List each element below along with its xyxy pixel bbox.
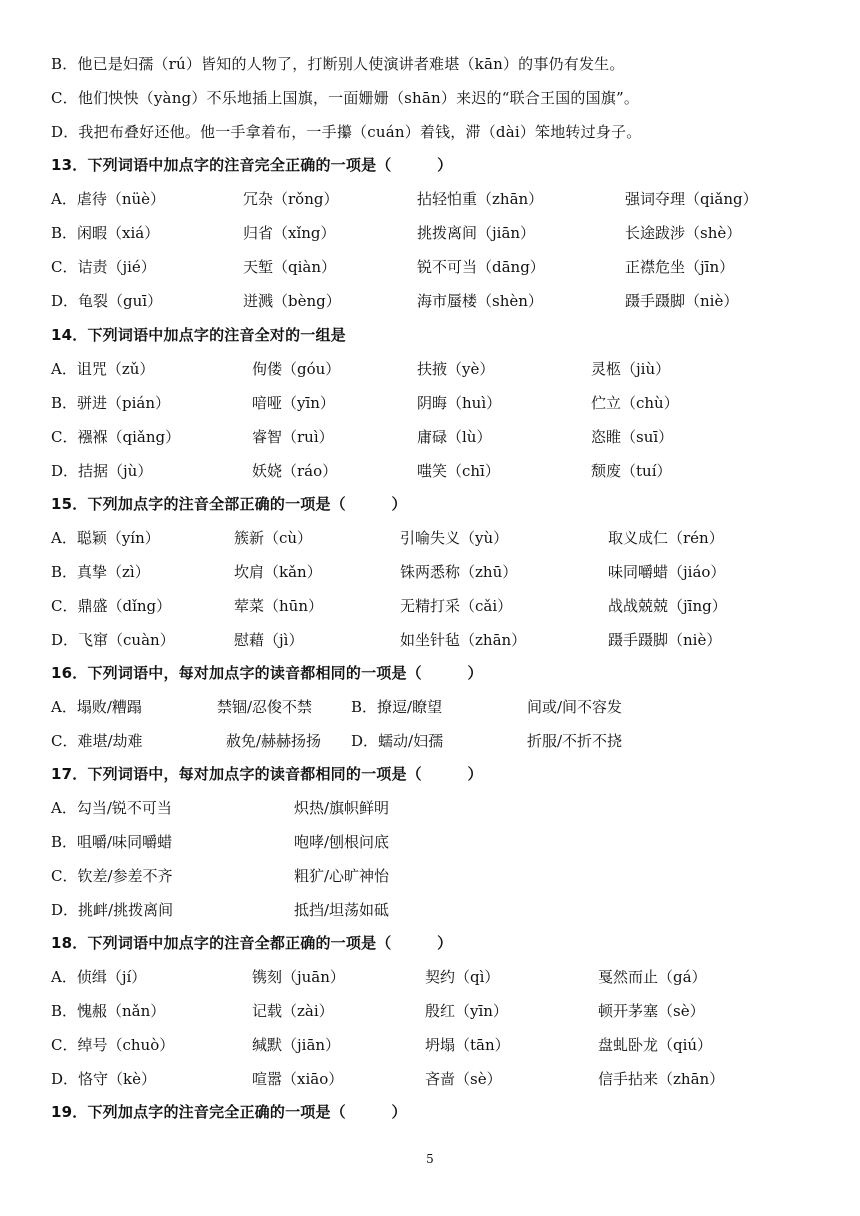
q16-c-1: C．难堪/劫难 [51, 732, 143, 750]
q17-a-2: 炽热/旗帜鲜明 [294, 799, 390, 817]
q17-d-1: D．挑衅/挑拨离间 [51, 901, 174, 919]
q14-b-1: B．骈进（pián） [51, 394, 171, 412]
q15-d-3: 如坐针毡（zhān） [400, 631, 527, 649]
q13-d-1: D．龟裂（guī） [51, 292, 163, 310]
q15-d-4: 蹑手蹑脚（niè） [608, 631, 722, 649]
q16-c-2: 赦免/赫赫扬扬 [226, 732, 322, 750]
q16-a-1: A．塌败/糟蹋 [51, 698, 142, 716]
q18-d-4: 信手拈来（zhān） [598, 1070, 725, 1088]
q15-b-2: 坎肩（kǎn） [234, 563, 322, 581]
question-16-title: 16．下列词语中，每对加点字的读音都相同的一项是（ ） [51, 664, 483, 682]
q18-c-3: 坍塌（tān） [425, 1036, 510, 1054]
q14-b-3: 阴晦（huì） [417, 394, 502, 412]
option-line-c: C．他们怏怏（yàng）不乐地插上国旗，一面姗姗（shān）来迟的“联合王国的国旗”。 [51, 89, 640, 107]
question-14-title: 14．下列词语中加点字的注音全对的一组是 [51, 326, 346, 344]
q18-b-1: B．愧赧（nǎn） [51, 1002, 166, 1020]
q15-c-1: C．鼎盛（dǐng） [51, 597, 172, 615]
q13-a-2: 冗杂（rǒng） [243, 190, 339, 208]
q14-d-4: 颓废（tuí） [591, 462, 672, 480]
q18-c-2: 缄默（jiān） [252, 1036, 341, 1054]
question-17-title: 17．下列词语中，每对加点字的读音都相同的一项是（ ） [51, 765, 483, 783]
q16-a-2: 禁锢/忍俊不禁 [217, 698, 313, 716]
q18-c-1: C．绰号（chuò） [51, 1036, 175, 1054]
q17-d-2: 抵挡/坦荡如砥 [294, 901, 390, 919]
q14-a-2: 佝偻（góu） [252, 360, 341, 378]
q14-d-1: D．拮据（jù） [51, 462, 153, 480]
q17-a-1: A．勾当/锐不可当 [51, 799, 172, 817]
q15-b-1: B．真挚（zì） [51, 563, 150, 581]
option-line-d: D．我把布叠好还他。他一手拿着布，一手攥（cuán）着钱，滞（dài）笨地转过身子。 [51, 123, 642, 141]
q14-b-4: 伫立（chù） [591, 394, 679, 412]
question-18-title: 18．下列词语中加点字的注音全都正确的一项是（ ） [51, 934, 453, 952]
q15-a-3: 引喻失义（yù） [400, 529, 509, 547]
q13-b-4: 长途跋涉（shè） [625, 224, 742, 242]
q15-b-4: 味同嚼蜡（jiáo） [608, 563, 726, 581]
question-13-title: 13．下列词语中加点字的注音完全正确的一项是（ ） [51, 156, 453, 174]
q16-d-2: 折服/不折不挠 [527, 732, 623, 750]
q17-c-2: 粗犷/心旷神怡 [294, 867, 390, 885]
q15-a-1: A．聪颖（yín） [51, 529, 160, 547]
q15-c-2: 荤菜（hūn） [234, 597, 323, 615]
q18-a-4: 戛然而止（gá） [598, 968, 707, 986]
q15-c-3: 无精打采（cǎi） [400, 597, 513, 615]
q16-b-1: B．撩逗/瞭望 [351, 698, 443, 716]
q13-d-4: 蹑手蹑脚（niè） [625, 292, 739, 310]
q18-d-3: 吝啬（sè） [425, 1070, 502, 1088]
q13-a-4: 强词夺理（qiǎng） [625, 190, 758, 208]
q15-c-4: 战战兢兢（jīng） [608, 597, 727, 615]
q13-d-3: 海市蜃楼（shèn） [417, 292, 543, 310]
q13-c-1: C．诘责（jié） [51, 258, 156, 276]
page-number: 5 [426, 1152, 434, 1166]
q18-b-4: 顿开茅塞（sè） [598, 1002, 705, 1020]
question-19-title: 19．下列加点字的注音完全正确的一项是（ ） [51, 1103, 407, 1121]
q18-c-4: 盘虬卧龙（qiú） [598, 1036, 713, 1054]
q14-c-3: 庸碌（lù） [417, 428, 492, 446]
q13-c-2: 天堑（qiàn） [243, 258, 337, 276]
q14-d-3: 嗤笑（chī） [417, 462, 500, 480]
q15-d-1: D．飞窜（cuàn） [51, 631, 175, 649]
q18-b-2: 记载（zài） [252, 1002, 334, 1020]
q14-b-2: 喑哑（yīn） [252, 394, 335, 412]
q13-b-1: B．闲暇（xiá） [51, 224, 160, 242]
q14-d-2: 妖娆（ráo） [252, 462, 338, 480]
question-15-title: 15．下列加点字的注音全部正确的一项是（ ） [51, 495, 407, 513]
q18-a-1: A．侦缉（jí） [51, 968, 147, 986]
q18-d-2: 喧嚣（xiāo） [252, 1070, 344, 1088]
q16-b-2: 间或/间不容发 [527, 698, 623, 716]
q13-b-3: 挑拨离间（jiān） [417, 224, 536, 242]
q14-c-4: 恣睢（suī） [591, 428, 674, 446]
q14-c-2: 睿智（ruì） [252, 428, 334, 446]
q17-b-1: B．咀嚼/味同嚼蜡 [51, 833, 173, 851]
q13-b-2: 归省（xǐng） [243, 224, 336, 242]
q15-a-2: 簇新（cù） [234, 529, 313, 547]
q18-d-1: D．恪守（kè） [51, 1070, 156, 1088]
q15-a-4: 取义成仁（rén） [608, 529, 724, 547]
q13-c-4: 正襟危坐（jīn） [625, 258, 735, 276]
q18-b-3: 殷红（yīn） [425, 1002, 508, 1020]
q13-c-3: 锐不可当（dāng） [417, 258, 545, 276]
q13-a-3: 拈轻怕重（zhān） [417, 190, 544, 208]
q15-b-3: 铢两悉称（zhū） [400, 563, 518, 581]
q18-a-2: 镌刻（juān） [252, 968, 345, 986]
option-line-b: B．他已是妇孺（rú）皆知的人物了，打断别人使演讲者难堪（kān）的事仍有发生。 [51, 55, 625, 73]
q14-a-1: A．诅咒（zǔ） [51, 360, 155, 378]
q18-a-3: 契约（qì） [425, 968, 500, 986]
q14-a-4: 灵柩（jiù） [591, 360, 671, 378]
q14-a-3: 扶掖（yè） [417, 360, 495, 378]
q14-c-1: C．襁褓（qiǎng） [51, 428, 181, 446]
q17-c-1: C．钦差/参差不齐 [51, 867, 173, 885]
q16-d-1: D．蠕动/妇孺 [351, 732, 444, 750]
q13-d-2: 迸溅（bèng） [243, 292, 341, 310]
q15-d-2: 慰藉（jì） [234, 631, 304, 649]
q17-b-2: 咆哮/刨根问底 [294, 833, 390, 851]
q13-a-1: A．虐待（nüè） [51, 190, 166, 208]
